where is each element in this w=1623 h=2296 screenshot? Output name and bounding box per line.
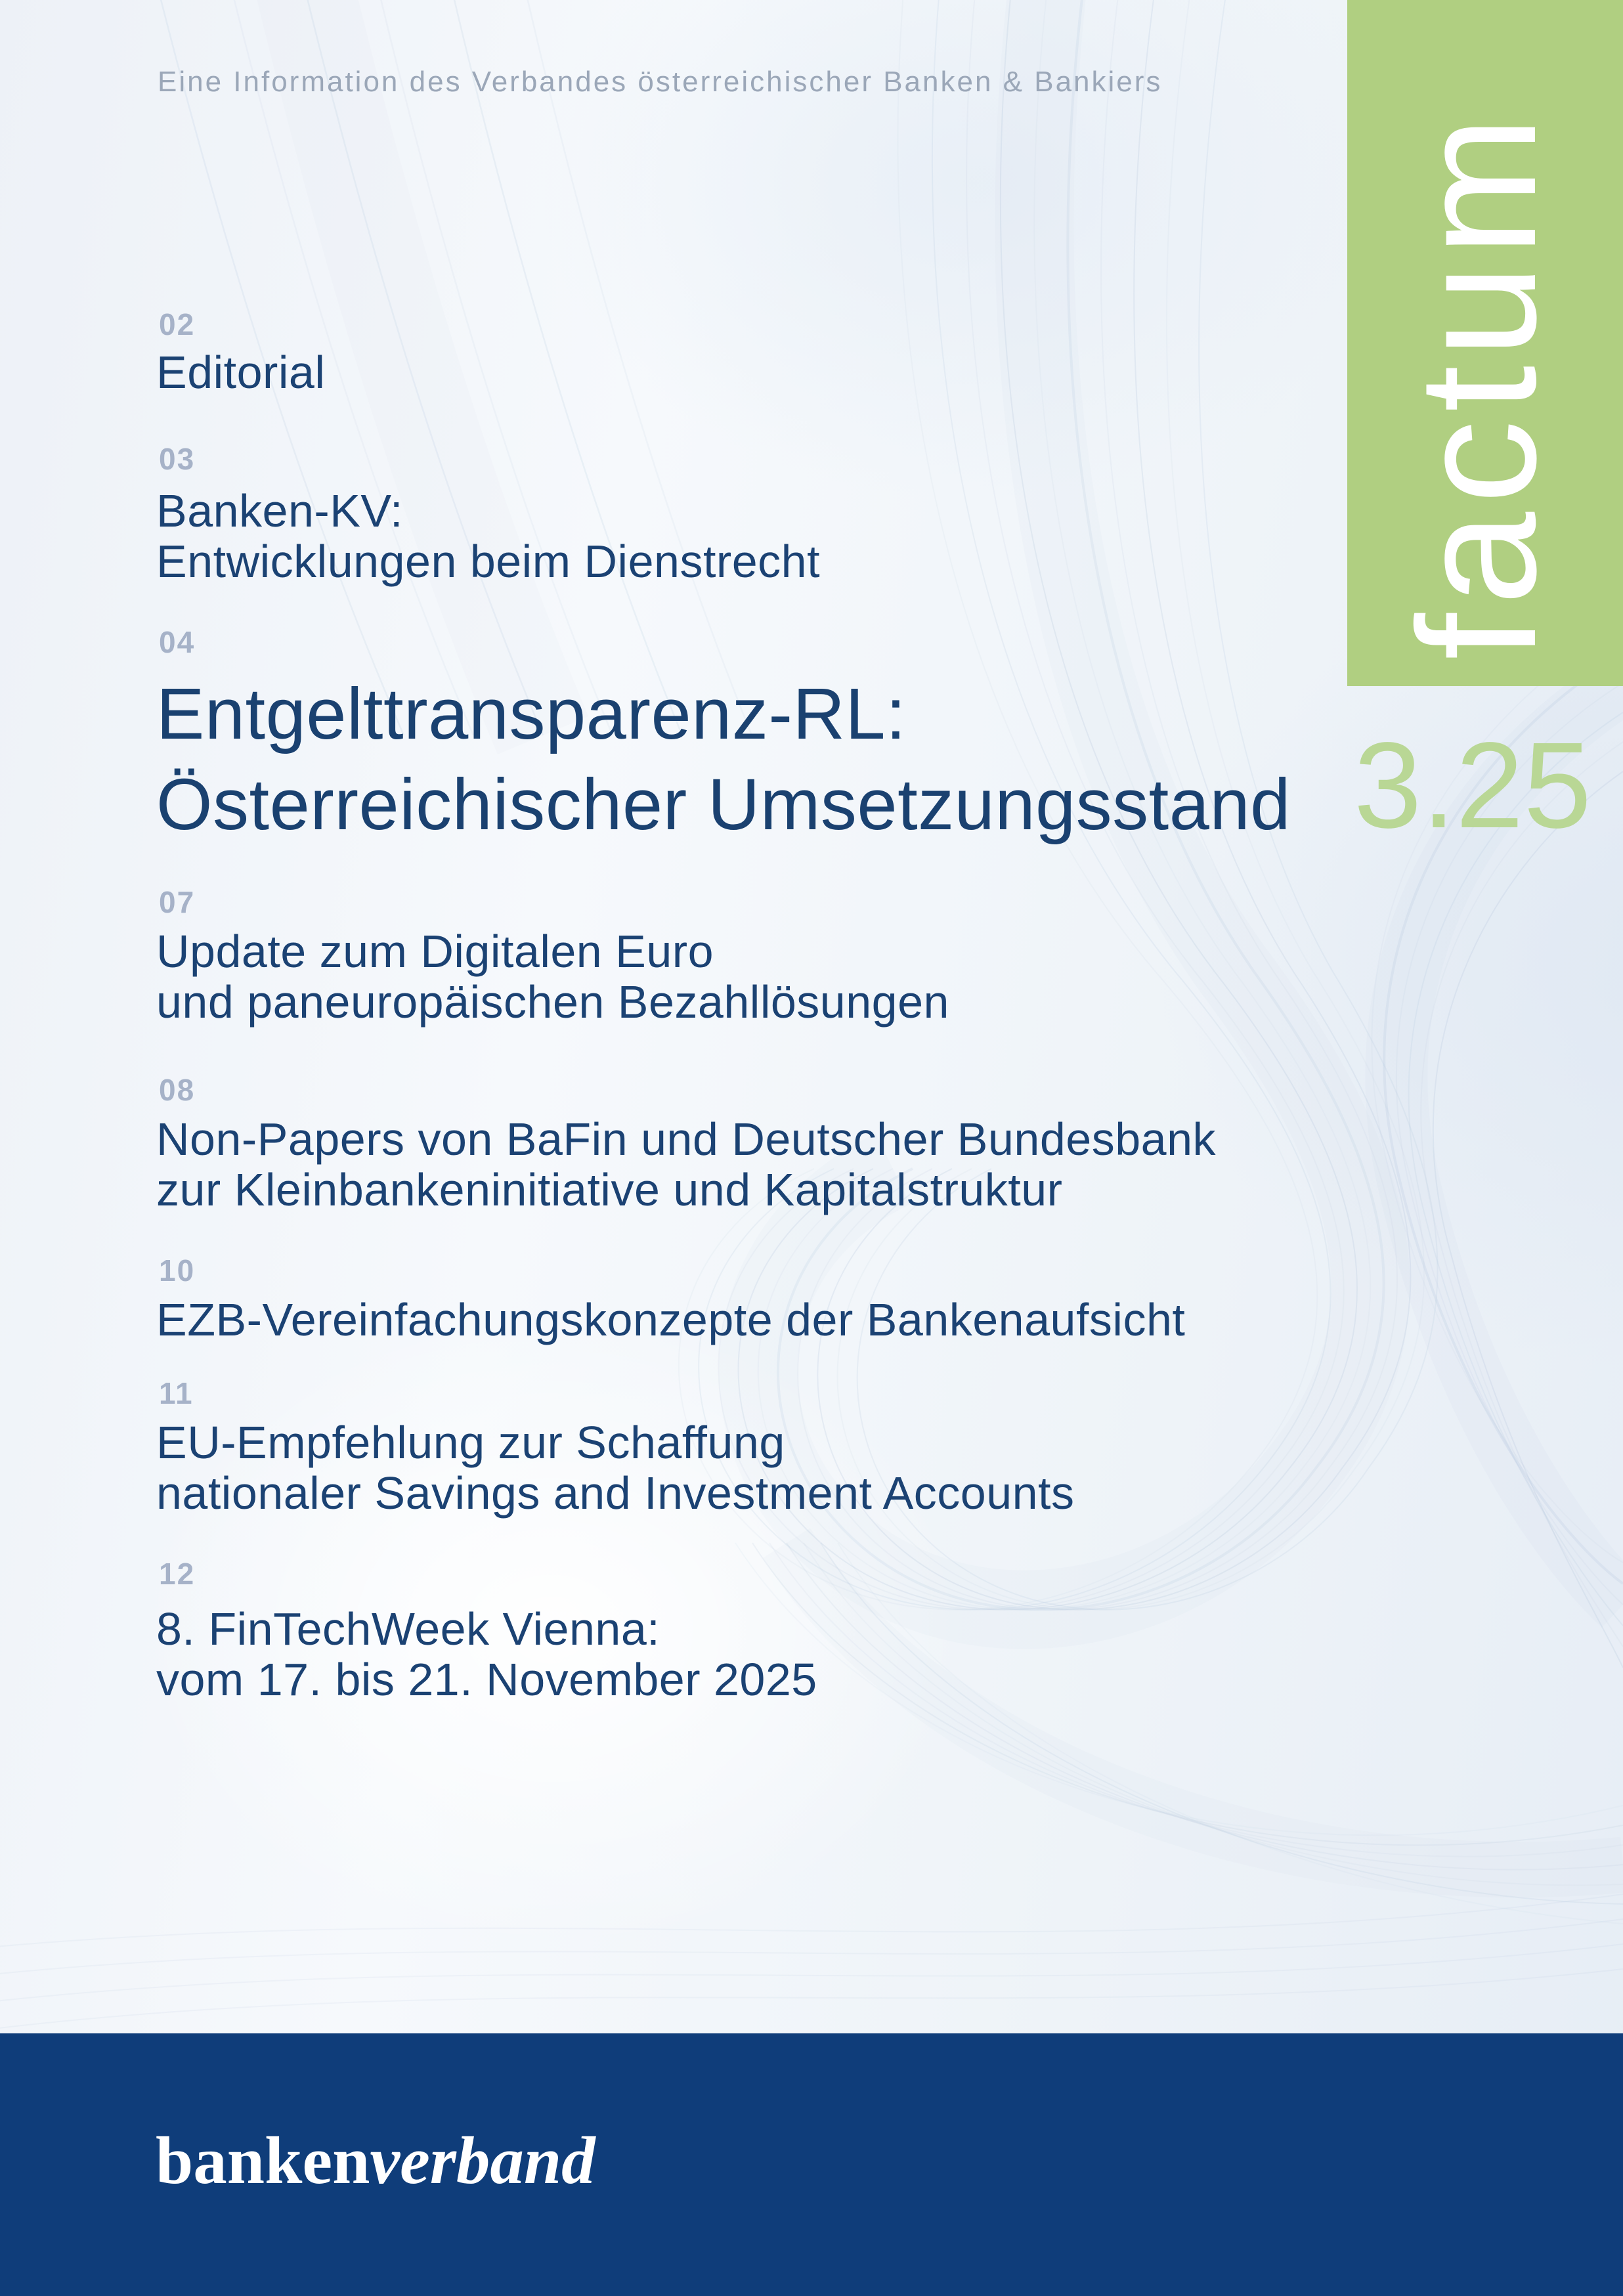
toc-item-number: 11 <box>159 1376 194 1410</box>
toc-item-title <box>156 1114 1216 1215</box>
logo-text-verband: verband <box>370 2123 595 2198</box>
header-note: Eine Information des Verbandes österreichischer Banken & Bankiers <box>158 66 1163 98</box>
toc-title-line: EZB-Vereinfachungskonzepte der Bankenaufsicht <box>156 1294 1186 1345</box>
toc-title-line: Update zum Digitalen Euro <box>156 926 714 977</box>
toc-item-title <box>156 347 325 398</box>
toc-item-title <box>156 1418 1075 1519</box>
logo-text-banken: banken <box>156 2123 370 2198</box>
toc-title-line: nationaler Savings and Investment Accounts <box>156 1467 1075 1519</box>
bankenverband-logo <box>156 2123 595 2198</box>
issue-number: 3.25 <box>1354 718 1592 854</box>
toc-item-title <box>156 1604 817 1705</box>
toc-title-line: vom 17. bis 21. November 2025 <box>156 1654 817 1705</box>
toc-item-number: 02 <box>159 307 196 341</box>
toc-item-title <box>156 486 820 587</box>
toc-item-number: 10 <box>159 1253 196 1288</box>
toc-title-line: 8. FinTechWeek Vienna: <box>156 1603 660 1655</box>
toc-title-line: Banken-KV: <box>156 485 403 536</box>
toc-title-line: Entgelttransparenz-RL: <box>156 674 907 754</box>
toc-item-title <box>156 926 949 1028</box>
toc-title-line: zur Kleinbankeninitiative und Kapitalstruktur <box>156 1164 1063 1215</box>
toc-item-number: 12 <box>159 1557 196 1591</box>
toc-title-line: Editorial <box>156 347 326 398</box>
toc-item-number: 07 <box>159 885 196 919</box>
masthead-title: factum <box>1383 108 1571 661</box>
toc-item-number: 08 <box>159 1073 196 1107</box>
toc-title-line: Entwicklungen beim Dienstrecht <box>156 536 821 587</box>
toc-item-title <box>156 1295 1185 1345</box>
toc-title-line: Österreichischer Umsetzungsstand <box>156 764 1291 845</box>
toc-item-number: 04 <box>159 625 196 659</box>
toc-item-title <box>156 669 1291 850</box>
toc-item-number: 03 <box>159 442 196 476</box>
toc-title-line: EU-Empfehlung zur Schaffung <box>156 1417 785 1468</box>
toc-title-line: Non-Papers von BaFin und Deutscher Bundesbank <box>156 1114 1217 1165</box>
toc-title-line: und paneuropäischen Bezahllösungen <box>156 976 949 1028</box>
